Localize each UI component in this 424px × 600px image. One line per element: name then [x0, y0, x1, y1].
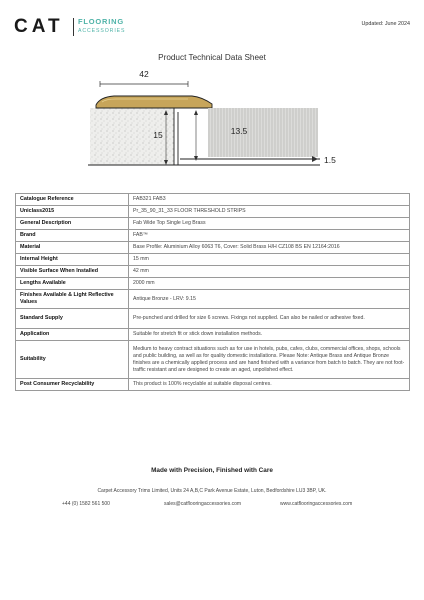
- document-title: Product Technical Data Sheet: [158, 53, 266, 62]
- spec-row: [16, 218, 410, 230]
- spec-key: Internal Height: [16, 254, 129, 266]
- footer-website[interactable]: www.catflooringaccessories.com: [280, 501, 353, 507]
- spec-row: [16, 329, 410, 341]
- spec-row: [16, 242, 410, 254]
- spec-row: [16, 206, 410, 218]
- spec-value: Pr_35_90_31_33 FLOOR THRESHOLD STRIPS: [129, 206, 410, 218]
- updated-date: Updated: June 2024: [361, 21, 410, 27]
- right-floor-block: [208, 108, 318, 157]
- spec-key: Visible Surface When Installed: [16, 266, 129, 278]
- spec-row: [16, 254, 410, 266]
- brass-profile-cap: [96, 96, 212, 108]
- spec-row: [16, 230, 410, 242]
- logo-divider: [73, 18, 74, 36]
- profile-leg: [174, 108, 178, 165]
- spec-key: Material: [16, 242, 129, 254]
- brand-subtitle: [78, 18, 125, 35]
- spec-value: 15 mm: [129, 254, 410, 266]
- brand-subtitle-line1: FLOORING: [78, 17, 124, 26]
- spec-value: Pre-punched and drilled for size 6 screws. Fixings not supplied. Can also be nailed or adhesive fixed.: [129, 309, 410, 329]
- spec-row: [16, 379, 410, 391]
- spec-key: Standard Supply: [16, 309, 129, 329]
- spec-row: [16, 341, 410, 379]
- dimension-width-label: 42: [139, 69, 149, 79]
- spec-value: This product is 100% recyclable at suitable disposal centres.: [129, 379, 410, 391]
- spec-key: Suitability: [16, 341, 129, 379]
- page-header: [14, 16, 410, 40]
- spec-value: Base Profile: Aluminium Alloy 6063 T6, Cover: Solid Brass H/H CZ108 BS EN 12164:2016: [129, 242, 410, 254]
- spec-value: Suitable for stretch fit or stick down installation methods.: [129, 329, 410, 341]
- dimension-thickness-label: 1.5: [324, 155, 336, 165]
- footer-phone: +44 (0) 1582 561 500: [62, 501, 110, 507]
- spec-key: Brand: [16, 230, 129, 242]
- spec-key: Lengths Available: [16, 278, 129, 290]
- spec-row: [16, 290, 410, 309]
- spec-row: [16, 194, 410, 206]
- spec-value: Antique Bronze - LRV: 9.15: [129, 290, 410, 309]
- spec-key: Post Consumer Recyclability: [16, 379, 129, 391]
- profile-cross-section-drawing: [88, 64, 338, 176]
- spec-value: FAB™: [129, 230, 410, 242]
- dimension-height-label: 15: [153, 130, 163, 140]
- spec-value: 2000 mm: [129, 278, 410, 290]
- specification-table: [15, 193, 410, 391]
- spec-key: Catalogue Reference: [16, 194, 129, 206]
- spec-row: [16, 278, 410, 290]
- spec-row: [16, 266, 410, 278]
- spec-value: Fab Wide Top Single Leg Brass: [129, 218, 410, 230]
- spec-value: 42 mm: [129, 266, 410, 278]
- spec-key: General Description: [16, 218, 129, 230]
- spec-key: Application: [16, 329, 129, 341]
- footer-address: Carpet Accessory Trims Limited, Units 24 A,B,C Park Avenue Estate, Luton, Bedfordshire LU3 3BP, UK.: [97, 488, 327, 494]
- spec-row: [16, 309, 410, 329]
- spec-value: Medium to heavy contract situations such as for use in hotels, pubs, cafes, clubs, commercial offices, shops, schools and public building, as well as for quality domestic installations. Please Note: Antique Brass and Antique Bronze finishes are a chemically applied process and are hand finished with a variance from batch to batch. They are not foot-traffic resistant and are designed to create an aged, unpolished effect.: [129, 341, 410, 379]
- brand-subtitle-line2: ACCESSORIES: [78, 27, 126, 34]
- spec-value: FAB321 FAB3: [129, 194, 410, 206]
- dimension-internal-label: 13.5: [230, 126, 248, 136]
- footer-email[interactable]: sales@catflooringaccessories.com: [164, 501, 242, 507]
- spec-key: Finishes Available & Light Reflective Values: [16, 290, 129, 309]
- footer-tagline: Made with Precision, Finished with Care: [151, 467, 273, 474]
- brand-logo: CAT: [14, 16, 64, 37]
- spec-key: Uniclass2015: [16, 206, 129, 218]
